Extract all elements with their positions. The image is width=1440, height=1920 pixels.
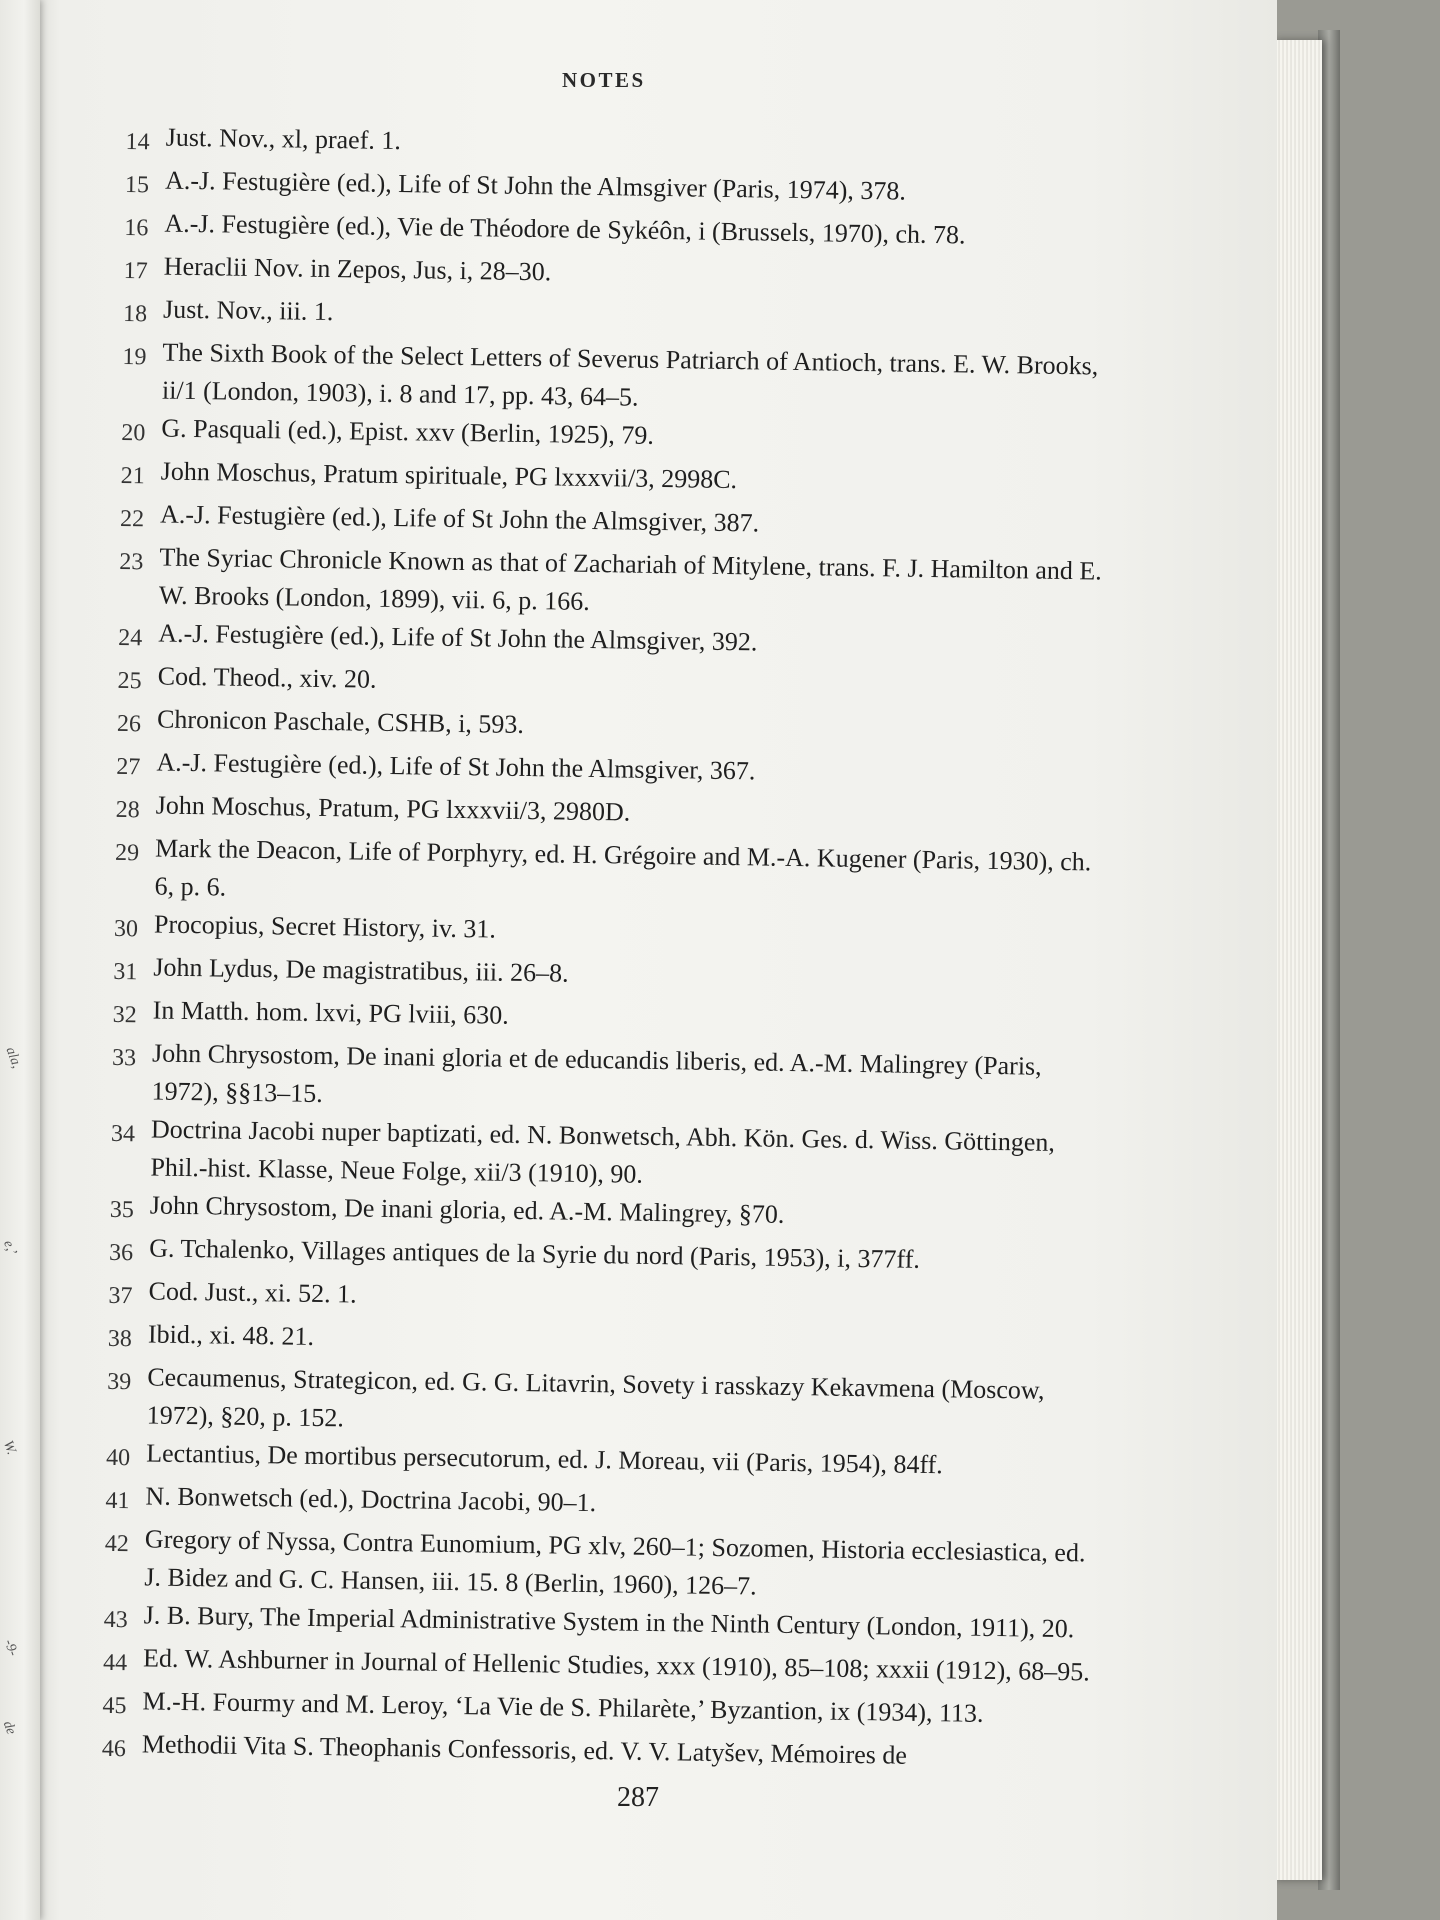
- note-text: A.-J. Festugière (ed.), Life of St John the Almsgiver, 367.: [156, 747, 756, 786]
- note-entry: [111, 1034, 1112, 1125]
- note-entry: [110, 1110, 1111, 1201]
- note-number: 39: [107, 1368, 132, 1396]
- note-number: 26: [116, 710, 142, 738]
- note-number: 15: [124, 171, 150, 199]
- note-text: Mark the Deacon, Life of Porphyry, ed. H. Grégoire and M.-A. Kugener (Paris, 1930), ch. 6, p. 6.: [154, 833, 1092, 902]
- facing-page-fragment: e,’: [0, 1238, 20, 1258]
- note-number: 35: [109, 1196, 134, 1224]
- note-number: 38: [107, 1325, 133, 1353]
- note-entry: [122, 333, 1123, 424]
- note-number: 33: [111, 1044, 137, 1072]
- note-text: Just. Nov., xl, praef. 1.: [165, 122, 402, 156]
- notes-list: [102, 118, 1126, 1783]
- note-text: Procopius, Secret History, iv. 31.: [153, 909, 497, 944]
- facing-page-fragment: W.: [0, 1438, 19, 1457]
- note-number: 28: [115, 796, 140, 824]
- note-text: G. Pasquali (ed.), Epist. xxv (Berlin, 1925), 79.: [161, 413, 655, 450]
- note-number: 29: [114, 839, 140, 867]
- running-head: NOTES: [562, 68, 646, 92]
- note-entry: [114, 829, 1115, 920]
- note-number: 37: [108, 1282, 133, 1310]
- note-number: 43: [103, 1606, 128, 1634]
- note-text: Cecaumenus, Strategicon, ed. G. G. Litavrin, Sovety i rasskazy Kekavmena (Moscow, 1972), §20, p. 152.: [146, 1362, 1045, 1433]
- note-text: J. B. Bury, The Imperial Administrative System in the Ninth Century (London, 1911), 20.: [143, 1600, 1075, 1644]
- page-edges: [1272, 40, 1322, 1880]
- note-text: Ed. W. Ashburner in Journal of Hellenic Studies, xxx (1910), 85–108; xxxii (1912), 68–95.: [142, 1643, 1091, 1687]
- facing-page-fragment: -9-: [0, 1637, 21, 1659]
- note-number: 19: [122, 343, 147, 371]
- note-text: Just. Nov., iii. 1.: [162, 294, 334, 327]
- note-text: In Matth. hom. lxvi, PG lviii, 630.: [152, 995, 510, 1030]
- note-number: 31: [113, 958, 138, 986]
- note-number: 46: [101, 1735, 126, 1763]
- note-text: M.-H. Fourmy and M. Leroy, ‘La Vie de S. Philarète,’ Byzantion, ix (1934), 113.: [142, 1686, 984, 1728]
- note-text: Doctrina Jacobi nuper baptizati, ed. N. Bonwetsch, Abh. Kön. Ges. d. Wiss. Göttingen, Phil.-hist. Klasse, Neue Folge, xii/3 (1910), 90.: [150, 1114, 1056, 1189]
- note-number: 21: [120, 462, 145, 490]
- note-text: A.-J. Festugière (ed.), Life of St John the Almsgiver (Paris, 1974), 378.: [164, 165, 907, 206]
- note-text: A.-J. Festugière (ed.), Life of St John the Almsgiver, 387.: [159, 499, 760, 538]
- note-number: 20: [121, 419, 146, 447]
- note-number: 36: [108, 1239, 134, 1267]
- book-page: [22, 0, 1277, 1920]
- note-number: 30: [113, 915, 139, 943]
- note-text: John Chrysostom, De inani gloria et de educandis liberis, ed. A.-M. Malingrey (Paris, 1972), §§13–15.: [151, 1038, 1042, 1109]
- note-text: John Moschus, Pratum spirituale, PG lxxxvii/3, 2998C.: [160, 456, 738, 495]
- note-text: N. Bonwetsch (ed.), Doctrina Jacobi, 90–1.: [145, 1481, 597, 1518]
- note-text: Lectantius, De mortibus persecutorum, ed. J. Moreau, vii (Paris, 1954), 84ff.: [145, 1438, 944, 1480]
- note-number: 41: [105, 1487, 130, 1515]
- note-number: 17: [123, 257, 148, 285]
- note-text: Ibid., xi. 48. 21.: [147, 1319, 315, 1351]
- note-number: 14: [125, 128, 150, 156]
- note-text: The Sixth Book of the Select Letters of Severus Patriarch of Antioch, trans. E. W. Brooks, ii/1 (London, 1903), i. 8 and 17, pp. 43, 64–5.: [161, 337, 1099, 412]
- note-text: John Moschus, Pratum, PG lxxxvii/3, 2980D.: [155, 790, 631, 827]
- note-text: Gregory of Nyssa, Contra Eunomium, PG xlv, 260–1; Sozomen, Historia ecclesiastica, ed. J. Bidez and G. C. Hansen, iii. 15. 8 (Berlin, 1960), 126–7.: [144, 1524, 1086, 1601]
- note-entry: [104, 1520, 1105, 1611]
- note-number: 23: [119, 548, 144, 576]
- note-text: Chronicon Paschale, CSHB, i, 593.: [156, 704, 525, 739]
- note-text: A.-J. Festugière (ed.), Life of St John the Almsgiver, 392.: [158, 618, 758, 657]
- note-number: 42: [104, 1530, 130, 1558]
- note-text: Cod. Theod., xiv. 20.: [157, 661, 377, 694]
- note-text: Methodii Vita S. Theophanis Confessoris, ed. V. V. Latyšev, Mémoires de: [141, 1729, 908, 1770]
- note-text: Heraclii Nov. in Zepos, Jus, i, 28–30.: [163, 251, 552, 287]
- note-text: John Lydus, De magistratibus, iii. 26–8.: [153, 952, 569, 988]
- note-number: 44: [102, 1649, 128, 1677]
- note-number: 27: [116, 753, 141, 781]
- note-text: John Chrysostom, De inani gloria, ed. A.-M. Malingrey, §70.: [149, 1190, 785, 1229]
- note-number: 24: [118, 624, 143, 652]
- facing-page-fragment: ala,: [2, 1045, 24, 1071]
- note-text: Cod. Just., xi. 52. 1.: [148, 1276, 357, 1309]
- note-text: A.-J. Festugière (ed.), Vie de Théodore de Sykéôn, i (Brussels, 1970), ch. 78.: [164, 208, 966, 250]
- note-number: 32: [112, 1001, 137, 1029]
- note-entry: [119, 538, 1120, 629]
- note-number: 40: [105, 1444, 131, 1472]
- note-number: 25: [117, 667, 142, 695]
- note-number: 22: [119, 505, 145, 533]
- note-number: 45: [102, 1692, 127, 1720]
- note-number: 18: [122, 300, 148, 328]
- page-number: 287: [617, 1782, 659, 1813]
- note-number: 16: [124, 214, 149, 242]
- note-number: 34: [110, 1120, 136, 1148]
- facing-page-fragment: de: [0, 1719, 19, 1737]
- note-text: The Syriac Chronicle Known as that of Zachariah of Mitylene, trans. F. J. Hamilton and E. W. Brooks (London, 1899), vii. 6, p. 166.: [158, 542, 1102, 616]
- note-text: G. Tchalenko, Villages antiques de la Syrie du nord (Paris, 1953), i, 377ff.: [149, 1233, 921, 1274]
- facing-page-edge: [0, 0, 40, 1920]
- note-entry: [106, 1358, 1107, 1449]
